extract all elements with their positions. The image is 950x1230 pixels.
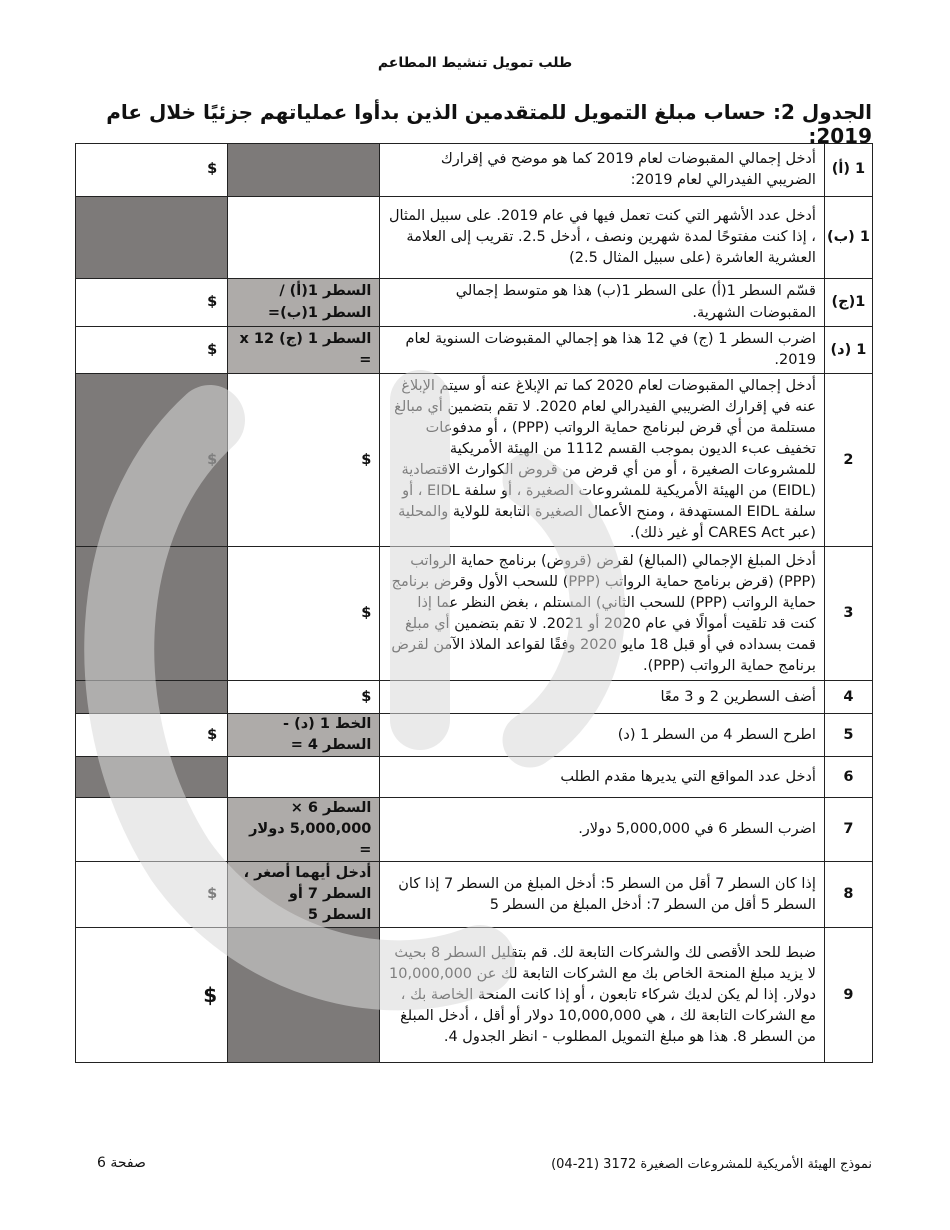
amount-cell[interactable]: $ [76, 279, 228, 327]
row-number: 6 [824, 757, 872, 798]
formula-cell: السطر 1(أ) / السطر 1(ب)= [228, 279, 380, 327]
table-row [76, 547, 873, 681]
shaded-cell [228, 144, 380, 197]
row-number: 2 [824, 374, 872, 547]
table-row [76, 862, 873, 928]
row-description: ضبط للحد الأقصى لك والشركات التابعة لك. قم بتقليل السطر 8 بحيث لا يزيد مبلغ المنحة الخاص بك مع الشركات التابعة لك عن 10,000,000 دولار. إذا لم يكن لديك شركاء تابعون ، أو إذا كانت المنحة الخاصة بك ، مع الشركات التابعة لك ، هي 10,000,000 دولار أو أقل ، أدخل المبلغ من السطر 8. هذا هو مبلغ التمويل المطلوب - انظر الجدول 4. [380, 928, 825, 1063]
amount-cell[interactable]: $ [76, 928, 228, 1063]
row-number: 8 [824, 862, 872, 928]
row-description: اطرح السطر 4 من السطر 1 (د) [380, 714, 825, 757]
row-number: 1 (ب) [824, 197, 872, 279]
amount-cell[interactable]: $ [76, 862, 228, 928]
table-title: الجدول 2: حساب مبلغ التمويل للمتقدمين الذين بدأوا عملياتهم جزئيًا خلال عام 2019: [106, 100, 872, 148]
row-description: أضف السطرين 2 و 3 معًا [380, 681, 825, 714]
row-number: 3 [824, 547, 872, 681]
row-number: 1(ج) [824, 279, 872, 327]
row-number: 9 [824, 928, 872, 1063]
formula-cell: أدخل أيهما أصغر ، السطر 7 أو السطر 5 [228, 862, 380, 928]
row-description: أدخل إجمالي المقبوضات لعام 2019 كما هو موضح في إقرارك الضريبي الفيدرالي لعام 2019: [380, 144, 825, 197]
funding-calculation-table [75, 143, 873, 1063]
table-row [76, 798, 873, 862]
row-description: اضرب السطر 6 في 5,000,000 دولار. [380, 798, 825, 862]
row-description: أدخل عدد المواقع التي يديرها مقدم الطلب [380, 757, 825, 798]
table-row [76, 928, 873, 1063]
row-number: 7 [824, 798, 872, 862]
row-number: 4 [824, 681, 872, 714]
table-row [76, 327, 873, 374]
amount-cell[interactable]: $ [228, 374, 380, 547]
table-row [76, 757, 873, 798]
shaded-cell [76, 681, 228, 714]
amount-cell[interactable]: $ [228, 681, 380, 714]
amount-cell[interactable]: $ [76, 327, 228, 374]
amount-cell[interactable]: $ [228, 547, 380, 681]
row-description: إذا كان السطر 7 أقل من السطر 5: أدخل المبلغ من السطر 7 إذا كان السطر 5 أقل من السطر 7: أدخل المبلغ من السطر 5 [380, 862, 825, 928]
page-number: صفحة 6 [97, 1155, 146, 1171]
formula-cell: السطر 6 × 5,000,000 دولار = [228, 798, 380, 862]
amount-cell[interactable] [76, 798, 228, 862]
row-description: أدخل المبلغ الإجمالي (المبالغ) لقرض (قروض) برنامج حماية الرواتب (PPP) (قرض برنامج حماية الرواتب (PPP) للسحب الأول وقرض برنامج حماية الرواتب (PPP) للسحب الثاني) المستلم ، بغض النظر عما إذا كنت قد تلقيت أموالًا في عام 2020 أو 2021. لا تقم بتضمين أي مبلغ قمت بسداده في أو قبل 18 مايو 2020 وفقًا لقواعد الملاذ الآمن لقرض برنامج حماية الرواتب (PPP). [380, 547, 825, 681]
amount-cell[interactable]: $ [76, 144, 228, 197]
row-number: 1 (د) [824, 327, 872, 374]
row-description: أدخل عدد الأشهر التي كنت تعمل فيها في عام 2019. على سبيل المثال ، إذا كنت مفتوحًا لمدة شهرين ونصف ، أدخل 2.5. تقريب إلى العلامة العشرية العاشرة (على سبيل المثال 2.5) [380, 197, 825, 279]
row-number: 1 (أ) [824, 144, 872, 197]
table-row [76, 279, 873, 327]
shaded-cell [76, 757, 228, 798]
entry-cell[interactable] [228, 757, 380, 798]
row-description: قسّم السطر 1(أ) على السطر 1(ب) هذا هو متوسط إجمالي المقبوضات الشهرية. [380, 279, 825, 327]
table-row [76, 374, 873, 547]
amount-cell-shaded: $ [76, 374, 228, 547]
shaded-cell [76, 547, 228, 681]
form-header: طلب تمويل تنشيط المطاعم [377, 55, 573, 71]
table-row [76, 681, 873, 714]
amount-cell[interactable]: $ [76, 714, 228, 757]
shaded-cell [76, 197, 228, 279]
row-description: أدخل إجمالي المقبوضات لعام 2020 كما تم الإبلاغ عنه أو سيتم الإبلاغ عنه في إقرارك الضريبي الفيدرالي لعام 2020. لا تقم بتضمين أي مبالغ مستلمة من أي قرض لبرنامج حماية الرواتب (PPP) ، أو مدفوعات تخفيف عبء الديون بموجب القسم 1112 من الهيئة الأمريكية للمشروعات الصغيرة ، أو من أي قرض من قروض الكوارث الاقتصادية (EIDL) من الهيئة الأمريكية للمشروعات الصغيرة ، أو سلفة EIDL ، أو سلفة EIDL المستهدفة ، ومنح الأعمال الصغيرة التابعة للولاية والمحلية (عبر CARES Act أو غير ذلك). [380, 374, 825, 547]
row-description: اضرب السطر 1 (ج) في 12 هذا هو إجمالي المقبوضات السنوية لعام 2019. [380, 327, 825, 374]
table-row [76, 714, 873, 757]
table-row [76, 144, 873, 197]
row-number: 5 [824, 714, 872, 757]
shaded-cell [228, 928, 380, 1063]
table-row [76, 197, 873, 279]
entry-cell[interactable] [228, 197, 380, 279]
formula-cell: الخط 1 (د) - السطر 4 = [228, 714, 380, 757]
form-identifier: نموذج الهيئة الأمريكية للمشروعات الصغيرة 3172 (21-04) [551, 1157, 872, 1172]
formula-cell: السطر 1 (ج) x 12 = [228, 327, 380, 374]
